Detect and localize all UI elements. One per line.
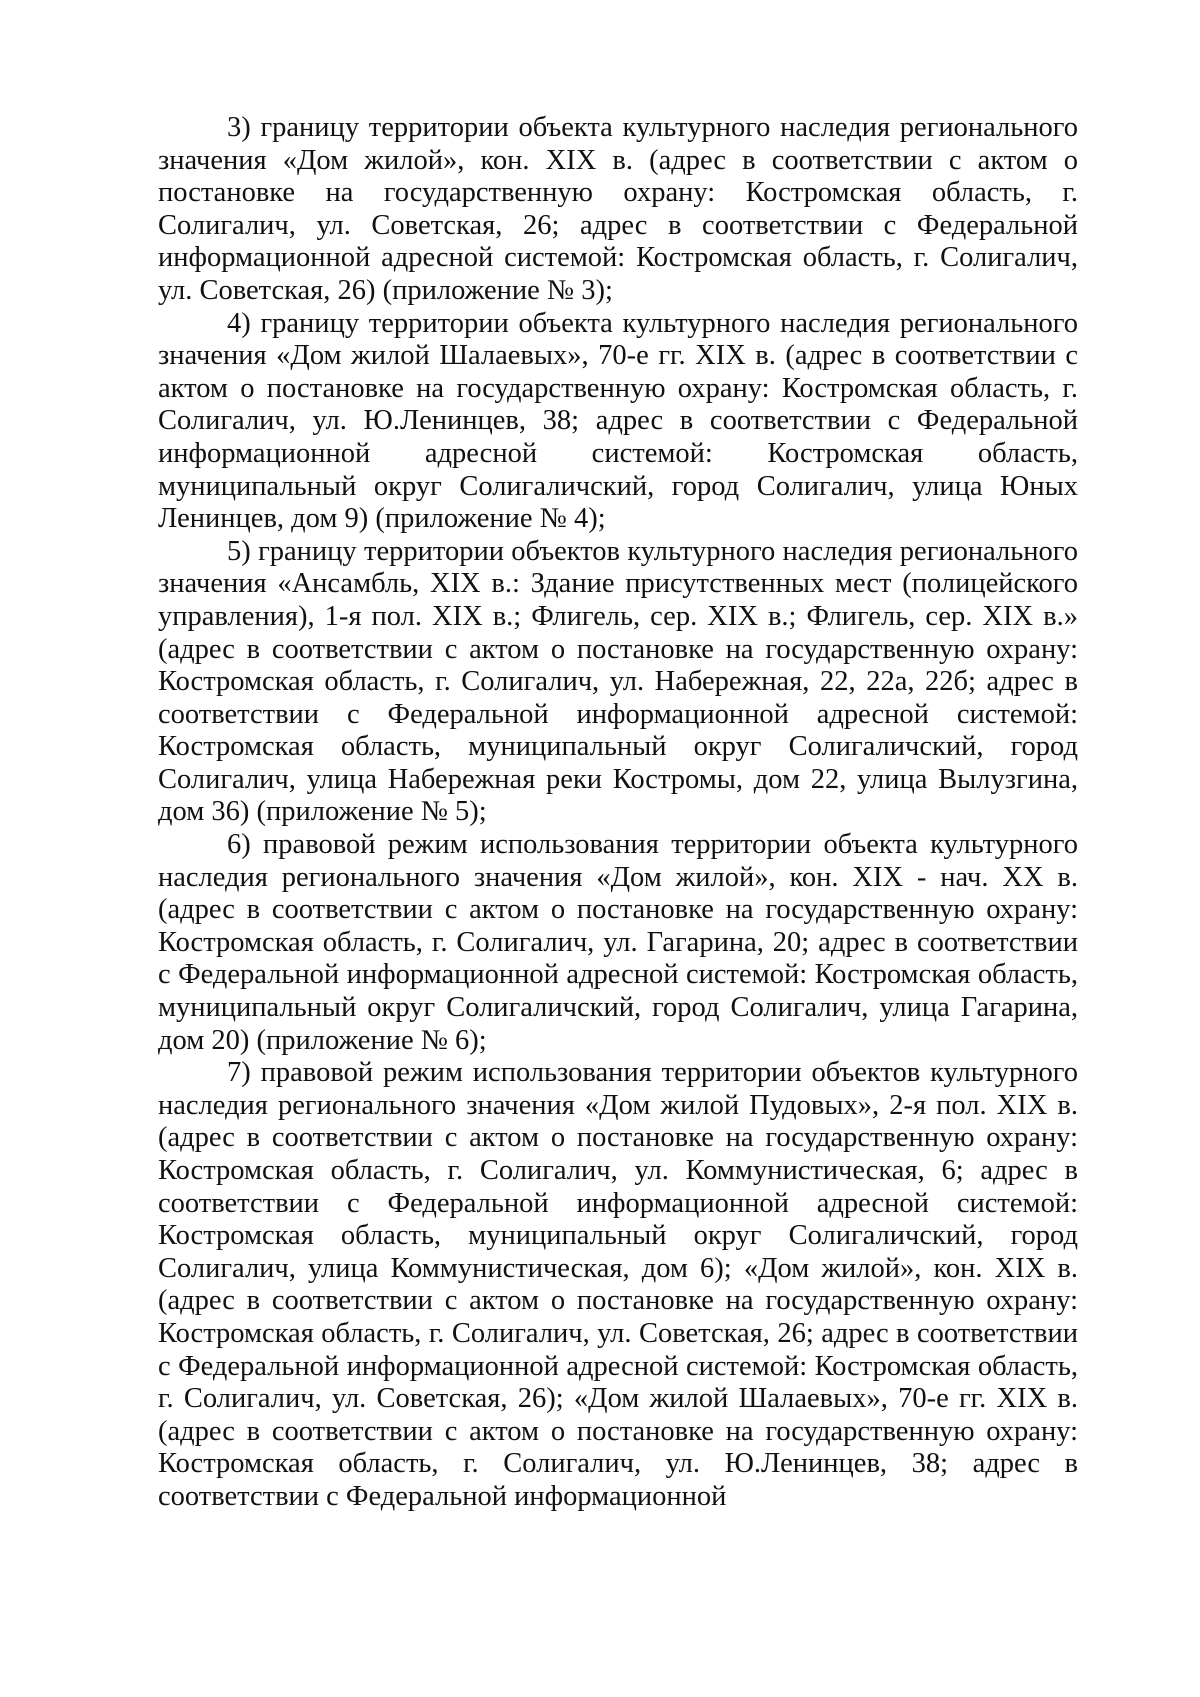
document-page [158, 112, 1078, 1514]
paragraph-item-5: 5) границу территории объектов культурного наследия регионального значения «Ансамбль, XIX в.: Здание присутственных мест (полицейского управления), 1-я пол. XIX в.; Флигель, сер. XIX в.; Флигель, сер. XIX в.» (адрес в соответствии с актом о постановке на государственную охрану: Костромская область, г. Солигалич, ул. Набережная, 22, 22а, 22б; адрес в соответствии с Федеральной информационной адресной системой: Костромская область, муниципальный округ Солигаличский, город Солигалич, улица Набережная реки Костромы, дом 22, улица Вылузгина, дом 36) (приложение № 5); [158, 535, 1078, 828]
paragraph-item-7: 7) правовой режим использования территории объектов культурного наследия регионального значения «Дом жилой Пудовых», 2-я пол. XIX в. (адрес в соответствии с актом о постановке на государственную охрану: Костромская область, г. Солигалич, ул. Коммунистическая, 6; адрес в соответствии с Федеральной информационной адресной системой: Костромская область, муниципальный округ Солигаличский, город Солигалич, улица Коммунистическая, дом 6); «Дом жилой», кон. XIX в. (адрес в соответствии с актом о постановке на государственную охрану: Костромская область, г. Солигалич, ул. Советская, 26; адрес в соответствии с Федеральной информационной адресной системой: Костромская область, г. Солигалич, ул. Советская, 26); «Дом жилой Шалаевых», 70-е гг. XIX в. (адрес в соответствии с актом о постановке на государственную охрану: Костромская область, г. Солигалич, ул. Ю.Ленинцев, 38; адрес в соответствии с Федеральной информационной [158, 1057, 1078, 1512]
paragraph-item-4: 4) границу территории объекта культурного наследия регионального значения «Дом жилой Шалаевых», 70-е гг. XIX в. (адрес в соответствии с актом о постановке на государственную охрану: Костромская область, г. Солигалич, ул. Ю.Ленинцев, 38; адрес в соответствии с Федеральной информационной адресной системой: Костромская область, муниципальный округ Солигаличский, город Солигалич, улица Юных Ленинцев, дом 9) (приложение № 4); [158, 307, 1078, 535]
paragraph-item-6: 6) правовой режим использования территории объекта культурного наследия регионального значения «Дом жилой», кон. XIX - нач. XX в. (адрес в соответствии с актом о постановке на государственную охрану: Костромская область, г. Солигалич, ул. Гагарина, 20; адрес в соответствии с Федеральной информационной адресной системой: Костромская область, муниципальный округ Солигаличский, город Солигалич, улица Гагарина, дом 20) (приложение № 6); [158, 829, 1078, 1056]
paragraph-item-3: 3) границу территории объекта культурного наследия регионального значения «Дом жилой», кон. XIX в. (адрес в соответствии с актом о постановке на государственную охрану: Костромская область, г. Солигалич, ул. Советская, 26; адрес в соответствии с Федеральной информационной адресной системой: Костромская область, г. Солигалич, ул. Советская, 26) (приложение № 3); [158, 112, 1078, 306]
